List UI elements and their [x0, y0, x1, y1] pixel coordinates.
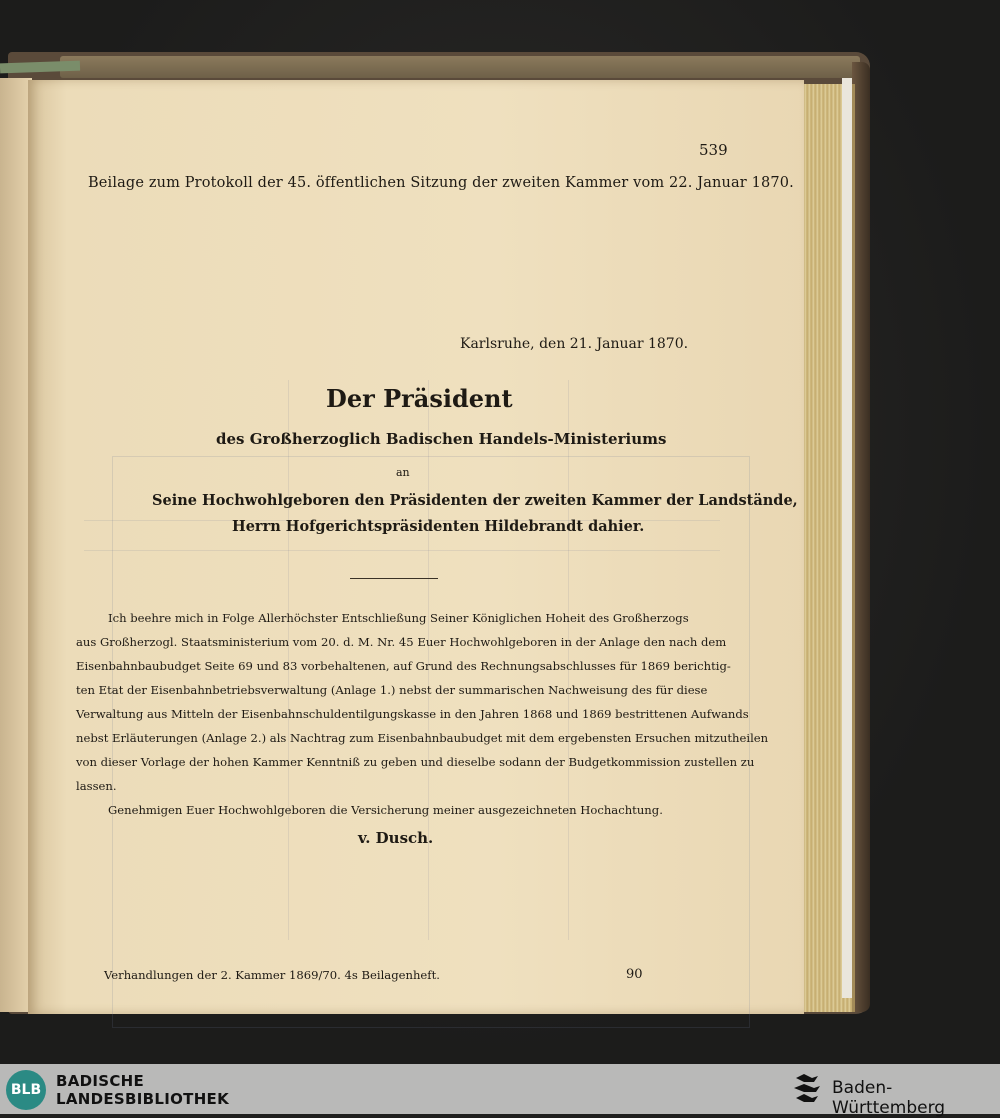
page-number: 539 — [699, 141, 728, 159]
body-line: Ich beehre mich in Folge Allerhöchster Entschließung Seiner Königlichen Hoheit des Großherzogs — [108, 611, 689, 625]
recipient-line-1: Seine Hochwohlgeboren den Präsidenten der zweiten Kammer der Landstände, — [152, 492, 798, 509]
page-footer-sheet-number: 90 — [626, 967, 643, 982]
baden-wuerttemberg-lions-icon — [792, 1072, 822, 1108]
body-line: lassen. — [76, 779, 117, 793]
body-line: Eisenbahnbaubudget Seite 69 und 83 vorbehaltenen, auf Grund des Rechnungsabschlusses für 1869 berichtig- — [76, 659, 731, 673]
body-line: aus Großherzogl. Staatsministerium vom 20. d. M. Nr. 45 Euer Hochwohlgeboren in der Anlage den nach dem — [76, 635, 727, 649]
protocol-header: Beilage zum Protokoll der 45. öffentlichen Sitzung der zweiten Kammer vom 22. Januar 1870. — [88, 175, 794, 191]
document-subtitle: des Großherzoglich Badischen Handels-Ministeriums — [216, 430, 667, 448]
library-name-line-1: BADISCHE — [56, 1072, 145, 1090]
place-date: Karlsruhe, den 21. Januar 1870. — [460, 336, 689, 352]
body-line: ten Etat der Eisenbahnbetriebsverwaltung (Anlage 1.) nebst der summarischen Nachweisung des für diese — [76, 683, 708, 697]
body-line: von dieser Vorlage der hohen Kammer Kenntniß zu geben und dieselbe sodann der Budgetkommission zustellen zu — [76, 755, 755, 769]
document-page — [28, 80, 804, 1014]
closing-line: Genehmigen Euer Hochwohlgeboren die Versicherung meiner ausgezeichneten Hochachtung. — [108, 803, 663, 817]
book-cover-top-edge — [60, 56, 860, 78]
page-edge-highlight — [842, 78, 852, 998]
viewer-footer-bar — [0, 1064, 1000, 1118]
body-line: Verwaltung aus Mitteln der Eisenbahnschuldentilgungskasse in den Jahren 1868 und 1869 bestrittenen Aufwands — [76, 707, 749, 721]
document-title: Der Präsident — [326, 384, 513, 413]
signature: v. Dusch. — [358, 829, 434, 847]
library-name-line-2: LANDESBIBLIOTHEK — [56, 1090, 230, 1108]
state-name[interactable]: Baden-Württemberg — [832, 1078, 946, 1118]
address-connector: an — [396, 466, 410, 479]
show-through-rule — [84, 550, 720, 551]
body-line: nebst Erläuterungen (Anlage 2.) als Nachtrag zum Eisenbahnbaubudget mit dem ergebensten Ersuchen mitzutheilen — [76, 731, 769, 745]
separator-rule — [350, 578, 438, 579]
blb-logo[interactable]: BLB — [6, 1070, 46, 1110]
recipient-line-2: Herrn Hofgerichtspräsidenten Hildebrandt dahier. — [232, 518, 645, 535]
page-footer-publication: Verhandlungen der 2. Kammer 1869/70. 4s Beilagenheft. — [104, 968, 440, 982]
